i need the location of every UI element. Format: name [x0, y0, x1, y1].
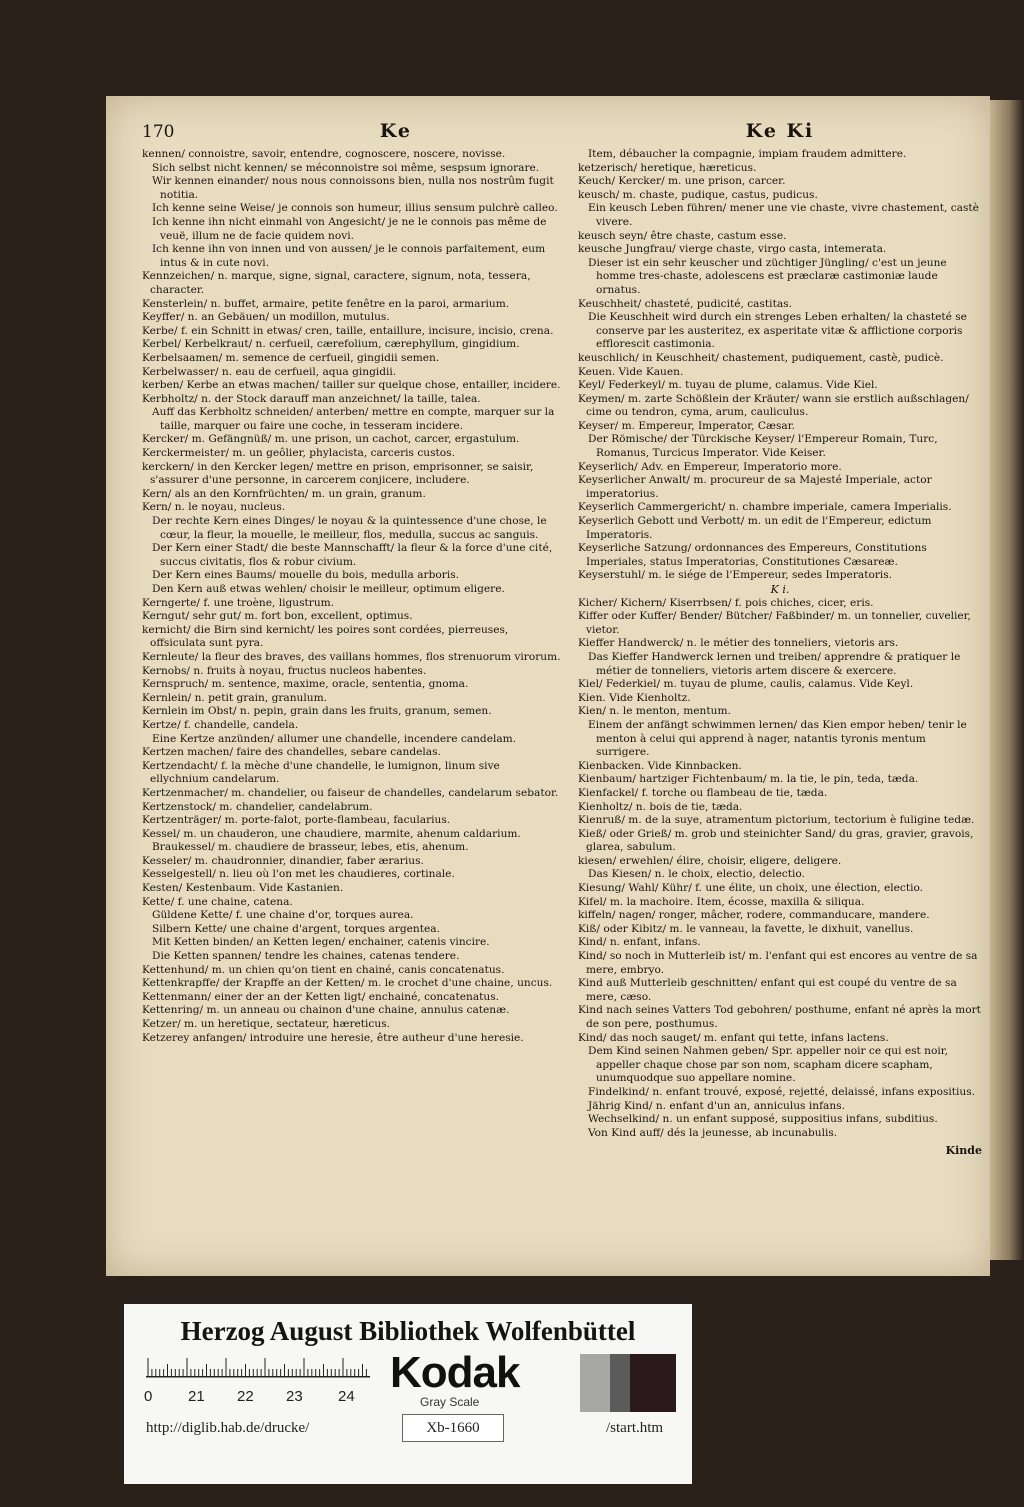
dictionary-entry: Kind auß Mutterleib geschnitten/ enfant qui est coupé du ventre de sa mere, cæso. — [578, 977, 957, 1003]
dictionary-entry: Kienbaum/ hartziger Fichtenbaum/ m. la tie, le pin, teda, tæda. — [578, 773, 919, 786]
dictionary-entry: Kertzenmacher/ m. chandelier, ou faiseur de chandelles, candelarum sebator. — [142, 786, 559, 799]
dictionary-entry: Kensterlein/ n. buffet, armaire, petite fenêtre en la paroi, armarium. — [142, 297, 510, 310]
dictionary-entry: Dem Kind seinen Nahmen geben/ Spr. appeller noir ce qui est noir, appeller chaque chose par son nom, scapham dicere scapham, unumquodque suo appellare nomine. — [588, 1045, 949, 1085]
dictionary-entry: Kettenmann/ einer der an der Ketten ligt/ enchainé, concatenatus. — [142, 990, 500, 1003]
dictionary-entry: Von Kind auff/ dés la jeunesse, ab incunabulis. — [588, 1126, 838, 1139]
dictionary-entry: Kerbholtz/ n. der Stock darauff man anzeichnet/ la taille, talea. — [142, 392, 481, 405]
ruler-number: 23 — [286, 1388, 303, 1405]
dictionary-entry: Silbern Kette/ une chaine d'argent, torques argentea. — [152, 922, 440, 935]
dictionary-entry: Kind nach seines Vatters Tod gebohren/ posthume, enfant né après la mort de son pere, posthumus. — [578, 1004, 981, 1030]
dictionary-entry: Kernobs/ n. fruits à noyau, fructus nucleos habentes. — [142, 664, 427, 677]
dictionary-entry: Der rechte Kern eines Dinges/ le noyau & la quintessence d'une chose, le cœur, la fleur, la mouelle, le meilleur, flos, medulla, succus ac sanguis. — [152, 515, 547, 541]
dictionary-entry: Kien. Vide Kienholtz. — [578, 691, 691, 704]
page-number: 170 — [142, 122, 175, 142]
dictionary-entry: Ketzerey anfangen/ introduire une heresie, être autheur d'une heresie. — [142, 1031, 524, 1044]
dictionary-entry: Kifel/ m. la machoire. Item, écosse, maxilla & siliqua. — [578, 895, 865, 908]
dictionary-entry: Kette/ f. une chaine, catena. — [142, 895, 293, 908]
dictionary-entry: Kernlein im Obst/ n. pepin, grain dans les fruits, granum, semen. — [142, 705, 492, 718]
dictionary-entry: Kerckermeister/ m. un geôlier, phylacista, carceris custos. — [142, 447, 455, 460]
dictionary-entry: Keyserstuhl/ m. le siége de l'Empereur, sedes Imperatoris. — [578, 569, 893, 582]
dictionary-entry: Kettenkrapffe/ der Krapffe an der Ketten/ m. le crochet d'une chaine, uncus. — [142, 977, 553, 990]
dictionary-entry: Kerbelwasser/ n. eau de cerfueil, aqua gingidii. — [142, 365, 397, 378]
dictionary-entry: Mit Ketten binden/ an Ketten legen/ enchainer, catenis vincire. — [152, 936, 490, 949]
library-color-card — [124, 1304, 692, 1484]
dictionary-entry: kiffeln/ nagen/ ronger, mâcher, rodere, commanducare, mandere. — [578, 909, 930, 922]
dictionary-entry: Kennzeichen/ n. marque, signe, signal, caractere, signum, nota, tessera, character. — [142, 270, 531, 296]
dictionary-entry: Der Kern eines Baums/ mouelle du bois, medulla arboris. — [152, 569, 460, 582]
dictionary-entry: Keymen/ m. zarte Schößlein der Kräuter/ wann sie erstlich außschlagen/ cime ou tendron, cyma, arum, cauliculus. — [578, 392, 969, 419]
dictionary-entry: Ich kenne ihn von innen und von aussen/ je le connois parfaitement, eum intus & in cute novi. — [152, 243, 546, 269]
dictionary-entry: kerckern/ in den Kercker legen/ mettre en prison, emprisonner, se saisir, s'assurer d'une personne, in carcerem conjicere, includere. — [142, 460, 534, 487]
dictionary-entry: Die Ketten spannen/ tendre les chaines, catenas tendere. — [152, 950, 460, 963]
dictionary-entry: Kernlein/ n. petit grain, granulum. — [142, 691, 328, 704]
ruler-number: 0 — [144, 1388, 153, 1405]
dictionary-entry: Einem der anfängt schwimmen lernen/ das Kien empor heben/ tenir le menton à celui qui apprend à nager, natantis tyronis mentum surrigere. — [588, 718, 967, 759]
dictionary-entry: Ich kenne ihn nicht einmahl von Angesicht/ je ne le connois pas même de veuë, illum ne de facie quidem novi. — [152, 215, 547, 242]
dictionary-entry: Braukessel/ m. chaudiere de brasseur, lebes, etis, ahenum. — [152, 841, 469, 854]
dictionary-entry: Kesten/ Kestenbaum. Vide Kastanien. — [142, 882, 344, 895]
ruler-number: 24 — [338, 1388, 355, 1405]
shelfmark: Xb-1660 — [402, 1414, 504, 1442]
dictionary-entry: Kerbe/ f. ein Schnitt in etwas/ cren, taille, entaillure, incisure, incisio, crena. — [142, 324, 554, 337]
dictionary-entry: Keyser/ m. Empereur, Imperator, Cæsar. — [578, 419, 796, 432]
catchword: Kinde — [945, 1144, 982, 1158]
dictionary-entry: Kern/ als an den Kornfrüchten/ m. un grain, granum. — [142, 487, 426, 500]
dictionary-entry: Der Kern einer Stadt/ die beste Mannschafft/ la fleur & la force d'une cité, succus civitatis, flos & robur civium. — [152, 542, 553, 568]
dictionary-entry: Der Römische/ der Türckische Keyser/ l'Empereur Romain, Turc, Romanus, Turcicus Imperator. Vide Keiser. — [588, 433, 938, 460]
left-running-head: Ke — [379, 120, 412, 142]
dictionary-entry: kernicht/ die Birn sind kernicht/ les poires sont cordées, pierreuses, offsiculata sunt pyra. — [142, 623, 509, 650]
dictionary-entry: Kienfackel/ f. torche ou flambeau de tie, tæda. — [578, 786, 828, 799]
gray-scale-label: Gray Scale — [420, 1395, 480, 1409]
dictionary-entry: Eine Kertze anzünden/ allumer une chandelle, incendere candelam. — [152, 732, 517, 745]
dictionary-entry: Keyserlich/ Adv. en Empereur, Imperatorio more. — [578, 460, 842, 473]
dictionary-entry: Kind/ so noch in Mutterleib ist/ m. l'enfant qui est encores au ventre de sa mere, embryo. — [578, 950, 978, 976]
dictionary-entry: Das Kieffer Handwerck lernen und treiben/ apprendre & pratiquer le métier de tonneliers, vietoris artem discere & exercere. — [588, 650, 961, 677]
ruler-number: 22 — [237, 1388, 254, 1405]
left-entries — [142, 148, 562, 1045]
dictionary-entry: ketzerisch/ heretique, hæreticus. — [578, 161, 757, 174]
dictionary-entry: keusche Jungfrau/ vierge chaste, virgo casta, intemerata. — [578, 243, 887, 256]
dictionary-entry: K i. — [770, 583, 790, 596]
dictionary-entry: Ketzer/ m. un heretique, sectateur, hæreticus. — [142, 1018, 390, 1030]
kodak-logo: Kodak — [390, 1348, 520, 1397]
library-title: Herzog August Bibliothek Wolfenbüttel — [180, 1316, 636, 1346]
dictionary-entry: Kern/ n. le noyau, nucleus. — [142, 501, 286, 514]
dictionary-entry: keuschlich/ in Keuschheit/ chastement, pudiquement, castè, pudicè. — [578, 351, 944, 364]
dictionary-entry: keusch seyn/ être chaste, castum esse. — [578, 229, 787, 242]
dictionary-entry: Item, débaucher la compagnie, impiam fraudem admittere. — [588, 148, 907, 160]
dictionary-entry: Keyserlich Gebott und Verbott/ m. un edit de l'Empereur, edictum Imperatoris. — [578, 515, 932, 541]
dictionary-entry: Kind/ n. enfant, infans. — [578, 936, 701, 949]
dictionary-entry: Kiel/ Federkiel/ m. tuyau de plume, caulis, calamus. Vide Keyl. — [578, 678, 914, 691]
gray-swatch-light — [580, 1354, 610, 1412]
dictionary-entry: kiesen/ erwehlen/ élire, choisir, eligere, deligere. — [578, 854, 842, 867]
dictionary-entry: Kertzenträger/ m. porte-falot, porte-flambeau, facularius. — [142, 814, 451, 827]
dictionary-entry: Kerngerte/ f. une troène, ligustrum. — [142, 596, 335, 609]
dictionary-entry: Wir kennen einander/ nous nous connoissons bien, nulla nos nostrûm fugit notitia. — [152, 175, 554, 201]
dictionary-entry: Kertzendacht/ f. la mèche d'une chandelle, le lumignon, linum sive ellychnium candelarum. — [142, 759, 500, 786]
dictionary-entry: Dieser ist ein sehr keuscher und züchtiger Jüngling/ c'est un jeune homme tres-chaste, adolescens est præclaræ castimoniæ laude ornatus. — [588, 256, 947, 296]
dictionary-entry: Findelkind/ n. enfant trouvé, exposé, rejetté, delaissé, infans expositius. — [588, 1085, 976, 1098]
gray-swatch-mid — [610, 1354, 630, 1412]
dictionary-entry: Auff das Kerbholtz schneiden/ anterben/ mettre en compte, marquer sur la taille, marquer ou faire une coche, in tesseram incidere. — [152, 406, 555, 432]
dictionary-entry: Den Kern auß etwas wehlen/ choisir le meilleur, optimum eligere. — [152, 583, 505, 595]
dictionary-entry: Kernleute/ la fleur des braves, des vaillans hommes, flos strenuorum virorum. — [142, 650, 561, 663]
dictionary-entry: Kettenhund/ m. un chien qu'on tient en chainé, canis concatenatus. — [142, 963, 505, 976]
url-left: http://diglib.hab.de/drucke/ — [146, 1420, 310, 1436]
dictionary-entry: Kicher/ Kichern/ Kiserrbsen/ f. pois chiches, cicer, eris. — [578, 596, 874, 609]
dictionary-entry: Jährig Kind/ n. enfant d'un an, anniculus infans. — [588, 1099, 845, 1112]
dictionary-entry: Kienruß/ m. de la suye, atramentum pictorium, tectorium è fuligine tedæ. — [578, 814, 975, 827]
adjacent-page-edge — [988, 100, 1024, 1260]
dictionary-entry: Keyffer/ n. an Gebäuen/ un modillon, mutulus. — [142, 311, 390, 324]
dictionary-entry: Keuch/ Kercker/ m. une prison, carcer. — [578, 175, 786, 188]
dictionary-entry: Ein keusch Leben führen/ mener une vie chaste, vivre chastement, castè vivere. — [588, 202, 979, 228]
right-entries — [578, 148, 982, 1140]
dictionary-entry: Ich kenne seine Weise/ je connois son humeur, illius sensum pulchrè calleo. — [152, 202, 558, 215]
dictionary-entry: Kertzen machen/ faire des chandelles, sebare candelas. — [142, 746, 441, 759]
dictionary-entry: Das Kiesen/ n. le choix, electio, delectio. — [588, 868, 805, 881]
dictionary-entry: Keyserlicher Anwalt/ m. procureur de sa Majesté Imperiale, actor imperatorius. — [578, 474, 932, 500]
dictionary-entry: Kieß/ oder Grieß/ m. grob und steinichter Sand/ du gras, gravier, gravois, glarea, sabulum. — [578, 827, 974, 854]
dictionary-page — [106, 96, 990, 1276]
dictionary-entry: Keyserlich Cammergericht/ n. chambre imperiale, camera Imperialis. — [578, 501, 952, 514]
dictionary-entry: Kerngut/ sehr gut/ m. fort bon, excellent, optimus. — [142, 610, 413, 623]
dictionary-entry: Keuschheit/ chasteté, pudicité, castitas. — [578, 297, 792, 310]
dictionary-entry: Kienholtz/ n. bois de tie, tæda. — [578, 800, 743, 813]
dictionary-entry: Kesselgestell/ n. lieu où l'on met les chaudieres, cortinale. — [142, 868, 455, 881]
dictionary-entry: Kertzenstock/ m. chandelier, candelabrum. — [142, 800, 373, 813]
ruler-number: 21 — [188, 1388, 205, 1405]
dictionary-entry: Keyl/ Federkeyl/ m. tuyau de plume, calamus. Vide Kiel. — [578, 379, 878, 392]
dictionary-entry: Kertze/ f. chandelle, candela. — [142, 718, 299, 731]
dictionary-entry: Sich selbst nicht kennen/ se méconnoistre soi même, sespsum ignorare. — [152, 161, 540, 174]
dictionary-entry: Keyserliche Satzung/ ordonnances des Empereurs, Constitutions Imperiales, status Imperatorias, Constitutiones Cæsareæ. — [578, 542, 927, 568]
dictionary-entry: Wechselkind/ n. un enfant supposé, suppositius infans, subditius. — [588, 1113, 938, 1126]
dictionary-entry: kerben/ Kerbe an etwas machen/ tailler sur quelque chose, entailler, incidere. — [142, 379, 561, 392]
dictionary-entry: Güldene Kette/ f. une chaine d'or, torques aurea. — [152, 909, 414, 922]
dictionary-entry: Kesseler/ m. chaudronnier, dinandier, faber ærarius. — [142, 854, 424, 867]
right-column — [578, 120, 982, 1157]
url-right: /start.htm — [606, 1420, 664, 1436]
dictionary-entry: Keuen. Vide Kauen. — [578, 365, 684, 378]
left-header — [142, 120, 562, 142]
dictionary-entry: Die Keuschheit wird durch ein strenges Leben erhalten/ la chasteté se conserve par les austeritez, ex asperitate vitæ & afflictione corporis efflorescit castimonia. — [588, 311, 967, 351]
dictionary-entry: Kessel/ m. un chauderon, une chaudiere, marmite, ahenum caldarium. — [142, 827, 521, 840]
dictionary-entry: Kernspruch/ m. sentence, maxime, oracle, sententia, gnoma. — [142, 678, 469, 691]
dictionary-entry: Kiesung/ Wahl/ Kühr/ f. une élite, un choix, une élection, electio. — [578, 882, 924, 895]
dictionary-entry: Kerbel/ Kerbelkraut/ n. cerfueil, cærefolium, cærephyllum, gingidium. — [142, 338, 520, 351]
gray-swatch-dark — [630, 1354, 676, 1412]
dictionary-entry: kennen/ connoistre, savoir, entendre, cognoscere, noscere, novisse. — [142, 148, 506, 160]
dictionary-entry: Kiffer oder Kuffer/ Bender/ Bütcher/ Faßbinder/ m. un tonnelier, cuvelier, vietor. — [578, 610, 971, 636]
dictionary-entry: Kienbacken. Vide Kinnbacken. — [578, 759, 742, 772]
dictionary-entry: Kien/ n. le menton, mentum. — [578, 705, 731, 718]
dictionary-entry: Kieffer Handwerck/ n. le métier des tonneliers, vietoris ars. — [578, 637, 899, 650]
dictionary-entry: Kerbelsaamen/ m. semence de cerfueil, gingidii semen. — [142, 351, 440, 364]
left-column — [142, 120, 562, 1045]
dictionary-entry: Kettenring/ m. un anneau ou chainon d'une chaine, annulus catenæ. — [142, 1004, 510, 1017]
dictionary-entry: keusch/ m. chaste, pudique, castus, pudicus. — [578, 188, 818, 201]
ruler-scale — [146, 1356, 370, 1384]
right-header — [578, 120, 982, 142]
right-running-head: Ke Ki — [745, 120, 815, 142]
dictionary-entry: Kiß/ oder Kibitz/ m. le vanneau, la favette, le dixhuit, vanellus. — [578, 922, 914, 935]
dictionary-entry: Kind/ das noch sauget/ m. enfant qui tette, infans lactens. — [578, 1031, 889, 1044]
dictionary-entry: Kercker/ m. Gefängnüß/ m. une prison, un cachot, carcer, ergastulum. — [142, 433, 520, 446]
